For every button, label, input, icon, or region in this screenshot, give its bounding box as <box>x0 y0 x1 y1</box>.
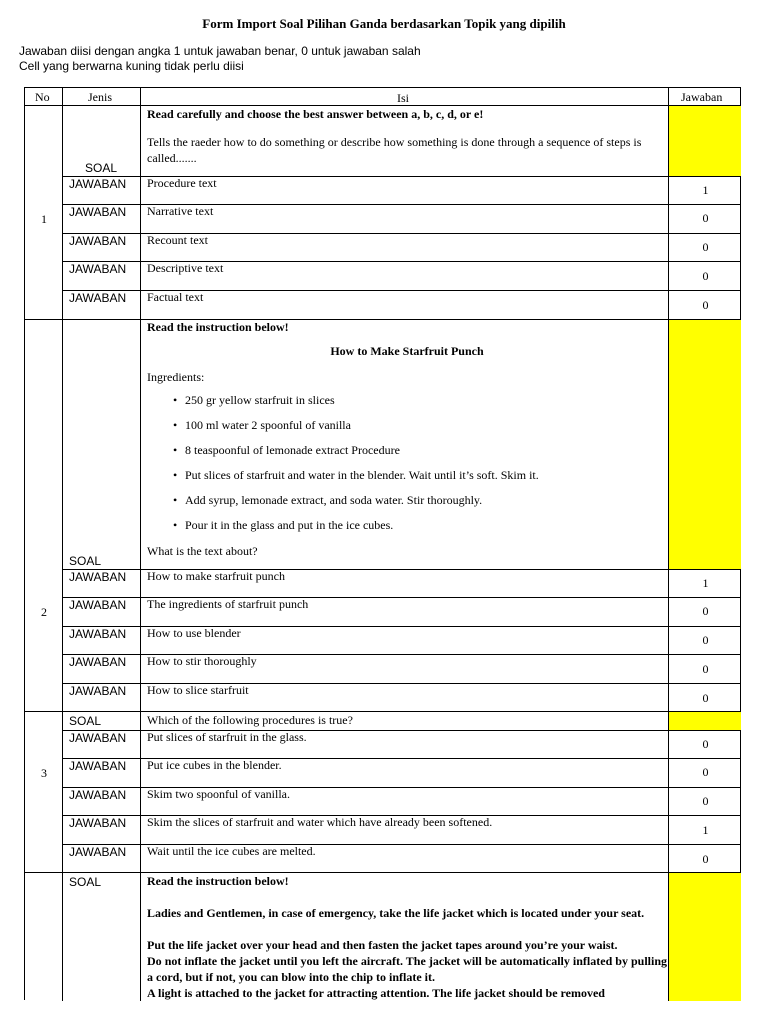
row-type-jawaban: JAWABAN <box>69 205 127 219</box>
q1-answer-value[interactable]: 0 <box>702 211 709 225</box>
q2-answer-value[interactable]: 0 <box>702 633 709 647</box>
q3-option-text: Skim two spoonful of vanilla. <box>147 787 290 801</box>
q2-option-text: How to slice starfruit <box>147 683 249 697</box>
q2-instruction: Read the instruction below! <box>147 320 289 334</box>
q2-bullet-item: • Put slices of starfruit and water in the blender. Wait until it’s soft. Skim it. <box>185 468 539 483</box>
row-type-jawaban: JAWABAN <box>69 655 127 669</box>
q2-bullet-item: • 8 teaspoonful of lemonade extract Procedure <box>185 443 400 458</box>
q2-heading: How to Make Starfruit Punch <box>330 344 484 358</box>
row-type-soal: SOAL <box>69 554 102 568</box>
q1-option-text: Recount text <box>147 233 208 247</box>
q3-option-text: Skim the slices of starfruit and water which have already been softened. <box>147 815 493 829</box>
q3-option-text: Put ice cubes in the blender. <box>147 758 282 772</box>
q2-option-text: The ingredients of starfruit punch <box>147 597 309 611</box>
form-title: Form Import Soal Pilihan Ganda berdasarkan Topik yang dipilih <box>202 16 566 31</box>
row-type-jawaban: JAWABAN <box>69 177 127 191</box>
q1-answer-value[interactable]: 0 <box>702 240 709 254</box>
q1-option-text: Descriptive text <box>147 261 224 275</box>
q1-instruction: Read carefully and choose the best answer between a, b, c, d, or e! <box>147 107 484 121</box>
q2-answer-value[interactable]: 1 <box>702 576 709 590</box>
q1-answer-value[interactable]: 1 <box>702 183 709 197</box>
row-type-jawaban: JAWABAN <box>69 627 127 641</box>
q2-bullet-item: • Pour it in the glass and put in the ice cubes. <box>185 518 393 533</box>
answer-cell-q1-soal <box>669 106 741 176</box>
q2-bullet-item: • Add syrup, lemonade extract, and soda water. Stir thoroughly. <box>185 493 482 508</box>
question-table <box>24 87 741 1000</box>
q3-option-text: Wait until the ice cubes are melted. <box>147 844 316 858</box>
q2-option-text: How to make starfruit punch <box>147 569 285 583</box>
q1-answer-value[interactable]: 0 <box>702 269 709 283</box>
header-isi: Isi <box>397 91 409 105</box>
row-type-jawaban: JAWABAN <box>69 291 127 305</box>
q4-instruction: Read the instruction below! <box>147 874 289 888</box>
q2-bullet-item: • 100 ml water 2 spoonful of vanilla <box>185 418 351 433</box>
q4-paragraph: Ladies and Gentlemen, in case of emergency, take the life jacket which is located under your seat. <box>147 906 645 920</box>
q4-paragraph: Put the life jacket over your head and then fasten the jacket tapes around you’re your waist. <box>147 938 618 952</box>
q1-option-text: Procedure text <box>147 176 217 190</box>
q2-ingredients-label: Ingredients: <box>147 370 205 384</box>
answer-cell-q4-soal <box>669 873 741 1001</box>
q3-answer-value[interactable]: 1 <box>702 823 709 837</box>
q2-option-text: How to use blender <box>147 626 241 640</box>
q3-question: Which of the following procedures is true? <box>147 713 353 727</box>
header-jawaban: Jawaban <box>681 90 723 104</box>
q2-answer-value[interactable]: 0 <box>702 604 709 618</box>
question-number-3: 3 <box>41 766 47 780</box>
row-type-jawaban: JAWABAN <box>69 570 127 584</box>
row-type-jawaban: JAWABAN <box>69 845 127 859</box>
instruction-line-1: Jawaban diisi dengan angka 1 untuk jawaban benar, 0 untuk jawaban salah <box>19 44 421 58</box>
row-type-jawaban: JAWABAN <box>69 759 127 773</box>
row-type-jawaban: JAWABAN <box>69 598 127 612</box>
row-type-jawaban: JAWABAN <box>69 684 127 698</box>
q2-question: What is the text about? <box>147 544 258 558</box>
q1-option-text: Factual text <box>147 290 204 304</box>
instructions <box>19 44 421 74</box>
q4-paragraph: A light is attached to the jacket for attracting attention. The life jacket should be removed <box>147 986 605 1000</box>
q4-paragraph: Do not inflate the jacket until you left the aircraft. The jacket will be automatically inflated by pulling a cord, but if not, you can blow into the chip to inflate it. <box>147 954 667 984</box>
q3-answer-value[interactable]: 0 <box>702 737 709 751</box>
row-type-soal: SOAL <box>69 714 102 728</box>
q2-answer-value[interactable]: 0 <box>702 662 709 676</box>
q3-answer-value[interactable]: 0 <box>702 765 709 779</box>
header-no: No <box>35 90 50 104</box>
instruction-line-2: Cell yang berwarna kuning tidak perlu diisi <box>19 59 244 73</box>
row-type-jawaban: JAWABAN <box>69 788 127 802</box>
row-type-jawaban: JAWABAN <box>69 262 127 276</box>
header-jenis: Jenis <box>88 90 112 104</box>
q1-option-text: Narrative text <box>147 204 214 218</box>
row-type-jawaban: JAWABAN <box>69 234 127 248</box>
q1-question: Tells the raeder how to do something or describe how something is done through a sequence of steps is called....... <box>147 135 642 165</box>
row-type-soal: SOAL <box>69 875 102 889</box>
q2-answer-value[interactable]: 0 <box>702 691 709 705</box>
row-type-jawaban: JAWABAN <box>69 731 127 745</box>
q3-answer-value[interactable]: 0 <box>702 852 709 866</box>
q3-answer-value[interactable]: 0 <box>702 794 709 808</box>
q2-bullet-item: • 250 gr yellow starfruit in slices <box>185 393 335 408</box>
row-type-jawaban: JAWABAN <box>69 816 127 830</box>
q1-answer-value[interactable]: 0 <box>702 298 709 312</box>
row-type-soal: SOAL <box>85 161 118 175</box>
q3-option-text: Put slices of starfruit in the glass. <box>147 730 307 744</box>
answer-cell-q3-soal <box>669 712 741 730</box>
question-number-1: 1 <box>41 212 47 226</box>
question-number-2: 2 <box>41 605 47 619</box>
q2-option-text: How to stir thoroughly <box>147 654 257 668</box>
answer-cell-q2-soal <box>669 320 741 569</box>
